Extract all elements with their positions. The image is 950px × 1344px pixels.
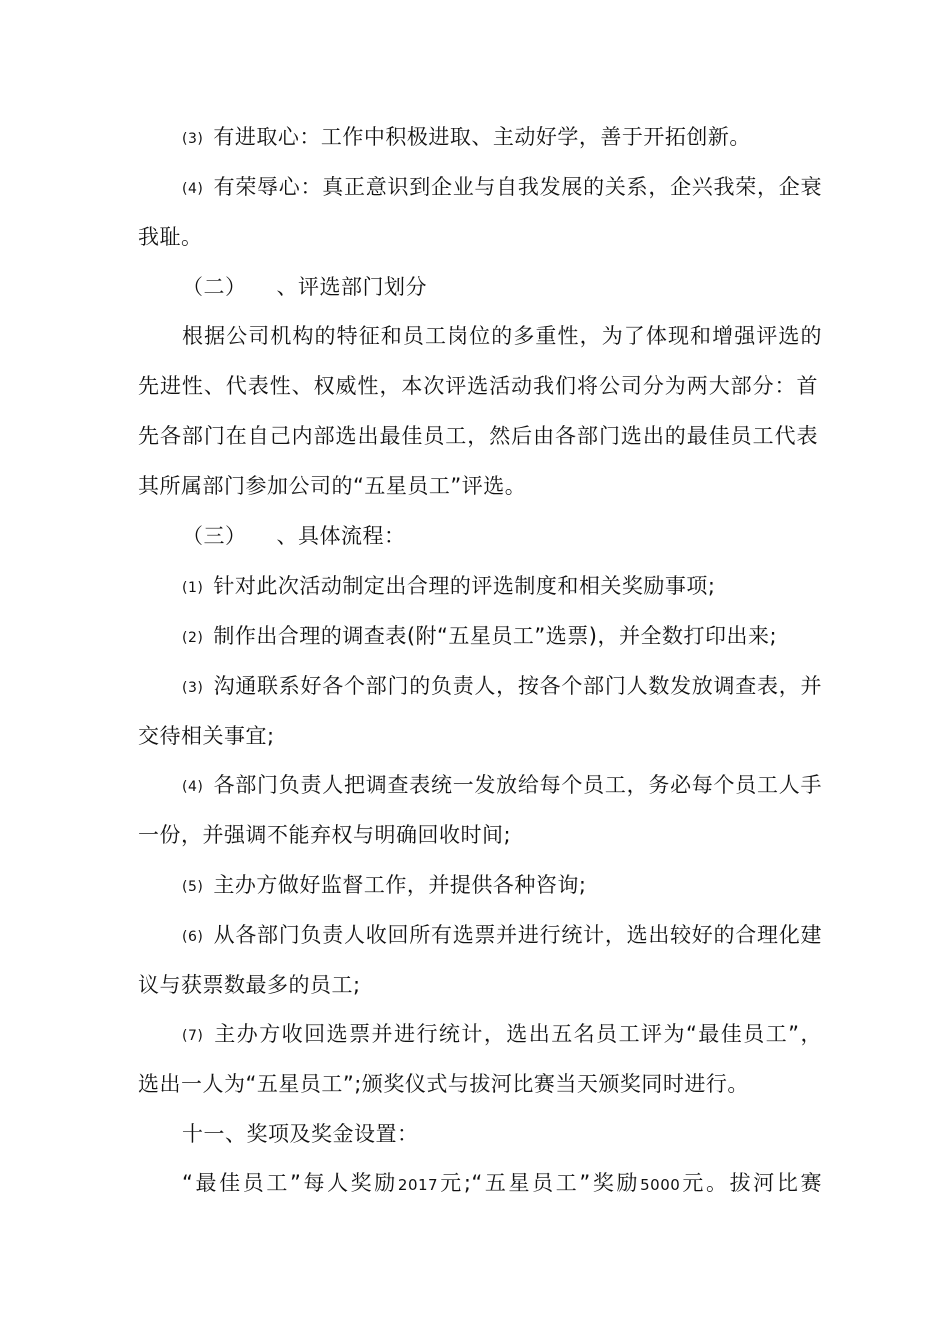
process-step-1 <box>182 566 822 606</box>
section-heading-3 <box>182 516 822 556</box>
award-amount: 2017 <box>397 1176 439 1194</box>
award-amount: 5000 <box>640 1176 681 1194</box>
step-text: 选出一人为“五星员工”;颁奖仪式与拔河比赛当天颁奖同时进行。 <box>138 1072 749 1096</box>
item-number: (4) <box>182 181 204 197</box>
step-number: (3) <box>182 680 204 696</box>
item-text: 我耻。 <box>138 225 203 249</box>
section-title: 、评选部门划分 <box>276 275 427 299</box>
award-text: “最佳员工”每人奖励 <box>182 1171 398 1195</box>
step-number: (5) <box>182 879 204 895</box>
step-number: (7) <box>182 1028 204 1044</box>
award-line <box>182 1163 822 1203</box>
section-number: （二） <box>182 275 247 299</box>
step-text: 从各部门负责人收回所有选票并进行统计，选出较好的合理化建 <box>213 923 822 947</box>
paragraph-text: 先各部门在自己内部选出最佳员工，然后由各部门选出的最佳员工代表 <box>138 424 818 448</box>
step-text: 一份，并强调不能弃权与明确回收时间; <box>138 823 512 847</box>
process-step-4 <box>182 765 822 805</box>
section-title: 、具体流程： <box>276 524 406 548</box>
criteria-item-3 <box>182 117 822 157</box>
paragraph-line <box>138 366 818 406</box>
step-number: (4) <box>182 779 204 795</box>
criteria-item-4-continued <box>138 217 818 257</box>
paragraph-line <box>138 466 818 506</box>
step-text: 沟通联系好各个部门的负责人，按各个部门人数发放调查表，并 <box>213 674 822 698</box>
process-step-6-continued <box>138 965 818 1005</box>
process-step-2 <box>182 616 822 656</box>
step-number: (6) <box>182 929 204 945</box>
paragraph-text: 根据公司机构的特征和员工岗位的多重性，为了体现和增强评选的 <box>182 324 822 348</box>
process-step-7 <box>182 1014 822 1054</box>
paragraph-line <box>182 316 822 356</box>
award-text: 元;“五星员工”奖励 <box>438 1171 641 1195</box>
item-number: (3) <box>182 131 204 147</box>
award-text: 元。拔河比赛 <box>680 1171 822 1195</box>
step-number: (1) <box>182 580 204 596</box>
section-heading-11 <box>182 1114 822 1154</box>
paragraph-text: 其所属部门参加公司的“五星员工”评选。 <box>138 474 527 498</box>
process-step-3-continued <box>138 716 818 756</box>
process-step-4-continued <box>138 815 818 855</box>
section-title: 十一、奖项及奖金设置： <box>182 1122 419 1146</box>
process-step-7-continued <box>138 1064 818 1104</box>
step-text: 主办方收回选票并进行统计，选出五名员工评为“最佳员工”， <box>213 1022 822 1046</box>
section-number: （三） <box>182 524 247 548</box>
paragraph-text: 先进性、代表性、权威性，本次评选活动我们将公司分为两大部分：首 <box>138 374 818 398</box>
step-number: (2) <box>182 630 204 646</box>
criteria-item-4 <box>182 167 822 207</box>
step-text: 制作出合理的调查表(附“五星员工”选票)，并全数打印出来; <box>213 624 778 648</box>
process-step-3 <box>182 666 822 706</box>
step-text: 议与获票数最多的员工; <box>138 973 361 997</box>
step-text: 各部门负责人把调查表统一发放给每个员工，务必每个员工人手 <box>213 773 822 797</box>
item-text: 有荣辱心：真正意识到企业与自我发展的关系，企兴我荣，企衰 <box>213 175 822 199</box>
step-text: 主办方做好监督工作，并提供各种咨询; <box>213 873 587 897</box>
step-text: 交待相关事宜; <box>138 724 275 748</box>
process-step-6 <box>182 915 822 955</box>
process-step-5 <box>182 865 822 905</box>
step-text: 针对此次活动制定出合理的评选制度和相关奖励事项; <box>213 574 716 598</box>
item-text: 有进取心：工作中积极进取、主动好学，善于开拓创新。 <box>213 125 751 149</box>
section-heading-2 <box>182 267 822 307</box>
paragraph-line <box>138 416 818 456</box>
